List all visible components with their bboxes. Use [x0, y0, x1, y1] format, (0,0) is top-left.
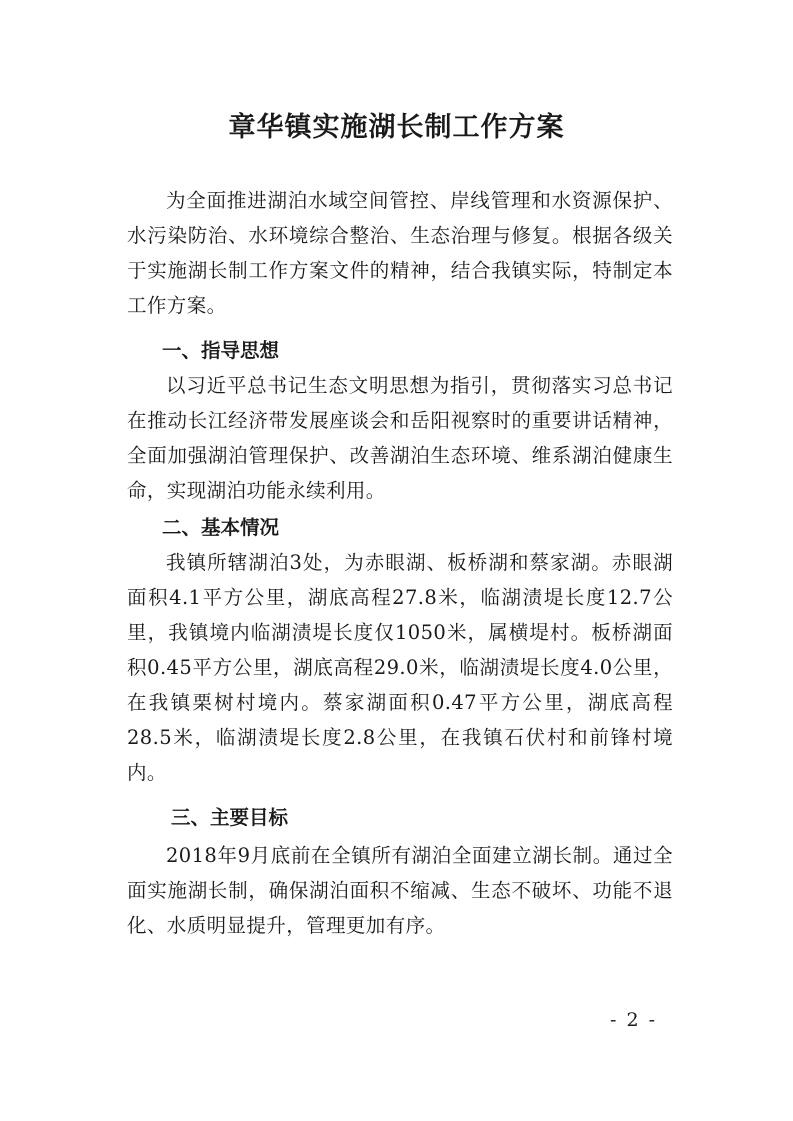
intro-paragraph: 为全面推进湖泊水域空间管控、岸线管理和水资源保护、水污染防治、水环境综合整治、生态治理与修复。根据各级关于实施湖长制工作方案文件的精神，结合我镇实际，特制定本工作方案。 [127, 189, 673, 317]
section-body-main-goals: 2018年9月底前在全镇所有湖泊全面建立湖长制。通过全面实施湖长制，确保湖泊面积不缩减、生态不破坏、功能不退化、水质明显提升，管理更加有序。 [127, 844, 673, 937]
section-body-basic-situation: 我镇所辖湖泊3处，为赤眼湖、板桥湖和蔡家湖。赤眼湖面积4.1平方公里，湖底高程27.8米，临湖渍堤长度12.7公里，我镇境内临湖渍堤长度仅1050米，属横堤村。板桥湖面积0.45平方公里，湖底高程29.0米，临湖渍堤长度4.0公里，在我镇栗树村境内。蔡家湖面积0.47平方公里，湖底高程28.5米，临湖渍堤长度2.8公里，在我镇石伏村和前锋村境内。 [127, 551, 673, 784]
page-number: - 2 - [610, 1009, 658, 1031]
section-heading-main-goals: 三、主要目标 [171, 806, 289, 829]
section-heading-guiding-ideology: 一、指导思想 [162, 339, 280, 362]
section-body-guiding-ideology: 以习近平总书记生态文明思想为指引，贯彻落实习总书记在推动长江经济带发展座谈会和岳阳视察时的重要讲话精神，全面加强湖泊管理保护、改善湖泊生态环境、维系湖泊健康生命，实现湖泊功能永续利用。 [127, 374, 673, 502]
document-title: 章华镇实施湖长制工作方案 [228, 112, 565, 143]
section-heading-basic-situation: 二、基本情况 [162, 516, 280, 539]
